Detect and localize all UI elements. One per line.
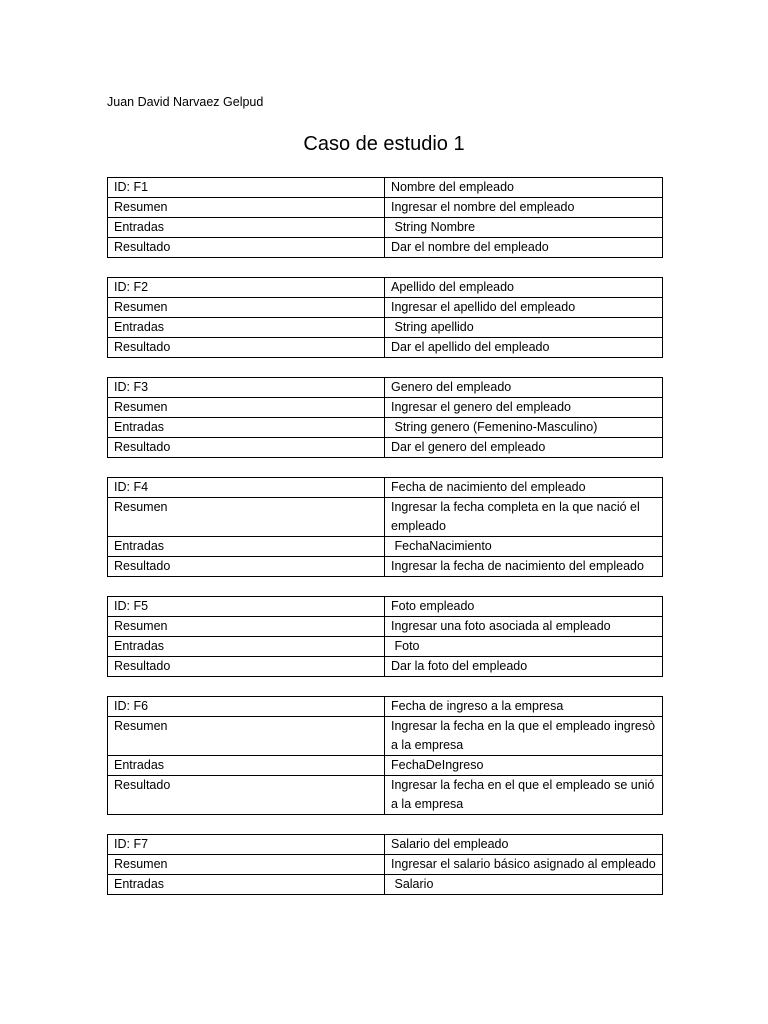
row-label: Resumen	[108, 198, 385, 218]
table-row	[108, 198, 663, 218]
row-value: Salario del empleado	[385, 835, 663, 855]
table-row	[108, 438, 663, 458]
requirement-table	[107, 477, 663, 577]
row-label: Entradas	[108, 318, 385, 338]
row-value: Ingresar una foto asociada al empleado	[385, 617, 663, 637]
row-value: Ingresar la fecha en el que el empleado se unió a la empresa	[385, 776, 663, 815]
requirement-table	[107, 696, 663, 815]
row-label: Entradas	[108, 875, 385, 895]
row-value: Dar el apellido del empleado	[385, 338, 663, 358]
row-label: Resumen	[108, 855, 385, 875]
table-row	[108, 597, 663, 617]
row-value: Ingresar la fecha completa en la que nació el empleado	[385, 498, 663, 537]
table-row	[108, 537, 663, 557]
table-row	[108, 418, 663, 438]
row-label: Resumen	[108, 298, 385, 318]
row-value: Ingresar la fecha de nacimiento del empleado	[385, 557, 663, 577]
row-value: String Nombre	[385, 218, 663, 238]
table-row	[108, 178, 663, 198]
requirement-table	[107, 377, 663, 458]
row-label: Resumen	[108, 717, 385, 756]
requirement-table	[107, 834, 663, 895]
row-label: Resultado	[108, 338, 385, 358]
table-row	[108, 338, 663, 358]
row-value: Genero del empleado	[385, 378, 663, 398]
row-label: Entradas	[108, 418, 385, 438]
row-value: Foto	[385, 637, 663, 657]
table-row	[108, 835, 663, 855]
row-label: ID: F4	[108, 478, 385, 498]
row-label: ID: F5	[108, 597, 385, 617]
row-label: Resumen	[108, 398, 385, 418]
table-row	[108, 498, 663, 537]
row-label: Entradas	[108, 218, 385, 238]
row-label: Entradas	[108, 537, 385, 557]
row-label: Resultado	[108, 657, 385, 677]
row-value: Dar el genero del empleado	[385, 438, 663, 458]
table-row	[108, 717, 663, 756]
table-row	[108, 378, 663, 398]
row-label: Resultado	[108, 776, 385, 815]
row-value: Ingresar el nombre del empleado	[385, 198, 663, 218]
row-label: Entradas	[108, 756, 385, 776]
row-value: Dar el nombre del empleado	[385, 238, 663, 258]
table-row	[108, 478, 663, 498]
row-value: Foto empleado	[385, 597, 663, 617]
row-label: Resumen	[108, 617, 385, 637]
row-label: ID: F2	[108, 278, 385, 298]
row-label: ID: F3	[108, 378, 385, 398]
row-value: Fecha de nacimiento del empleado	[385, 478, 663, 498]
table-row	[108, 756, 663, 776]
row-value: FechaDeIngreso	[385, 756, 663, 776]
row-value: Ingresar el apellido del empleado	[385, 298, 663, 318]
requirement-table	[107, 596, 663, 677]
row-label: ID: F1	[108, 178, 385, 198]
table-row	[108, 776, 663, 815]
row-value: Apellido del empleado	[385, 278, 663, 298]
row-label: ID: F7	[108, 835, 385, 855]
requirement-table	[107, 277, 663, 358]
table-row	[108, 697, 663, 717]
table-row	[108, 218, 663, 238]
requirement-table	[107, 177, 663, 258]
table-row	[108, 855, 663, 875]
table-row	[108, 278, 663, 298]
row-value: String genero (Femenino-Masculino)	[385, 418, 663, 438]
table-row	[108, 318, 663, 338]
row-label: Resultado	[108, 557, 385, 577]
row-value: Ingresar la fecha en la que el empleado ingresò a la empresa	[385, 717, 663, 756]
table-row	[108, 238, 663, 258]
row-value: FechaNacimiento	[385, 537, 663, 557]
row-value: Fecha de ingreso a la empresa	[385, 697, 663, 717]
author-name: Juan David Narvaez Gelpud	[107, 95, 264, 109]
table-row	[108, 637, 663, 657]
document-title: Caso de estudio 1	[303, 133, 465, 155]
requirements-list	[107, 177, 662, 914]
table-row	[108, 617, 663, 637]
row-label: Resultado	[108, 238, 385, 258]
row-label: Resultado	[108, 438, 385, 458]
row-value: Ingresar el salario básico asignado al empleado	[385, 855, 663, 875]
row-value: String apellido	[385, 318, 663, 338]
row-value: Dar la foto del empleado	[385, 657, 663, 677]
table-row	[108, 657, 663, 677]
table-row	[108, 557, 663, 577]
row-value: Nombre del empleado	[385, 178, 663, 198]
row-value: Salario	[385, 875, 663, 895]
table-row	[108, 875, 663, 895]
row-value: Ingresar el genero del empleado	[385, 398, 663, 418]
row-label: ID: F6	[108, 697, 385, 717]
table-row	[108, 398, 663, 418]
row-label: Entradas	[108, 637, 385, 657]
row-label: Resumen	[108, 498, 385, 537]
table-row	[108, 298, 663, 318]
